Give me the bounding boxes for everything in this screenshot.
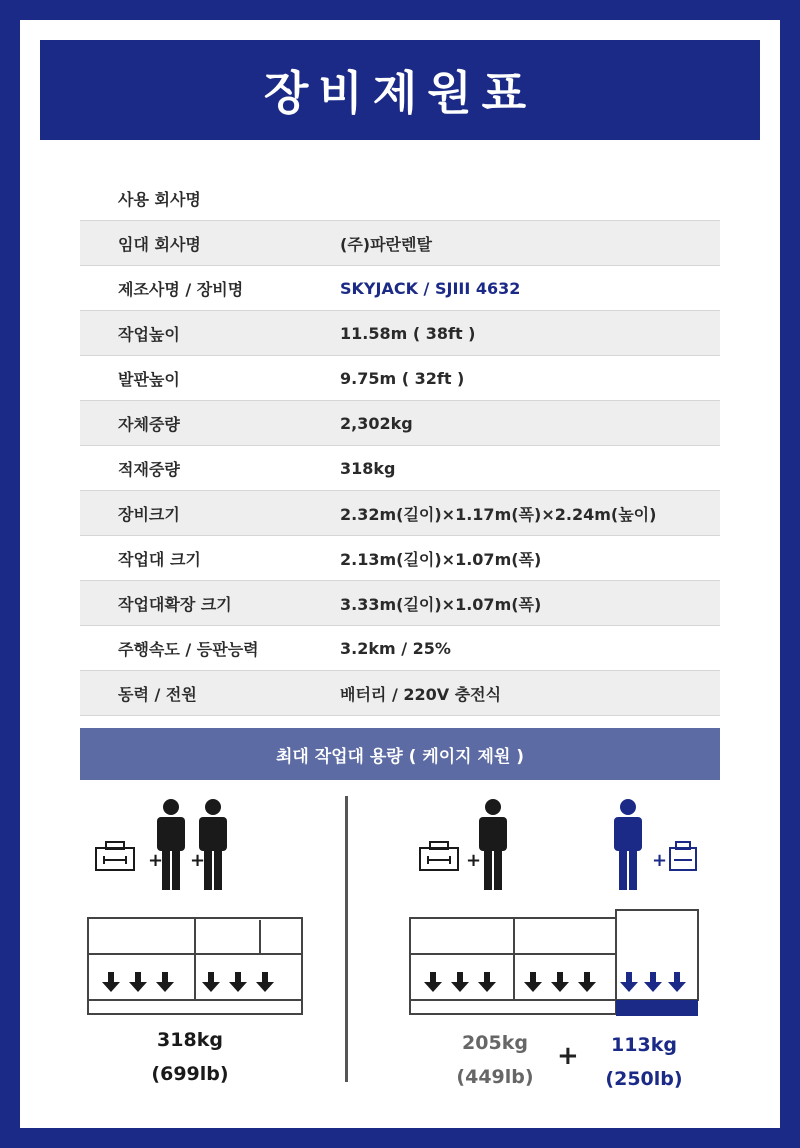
capacity-lb: (699lb) — [151, 1063, 229, 1085]
platform-cage — [88, 918, 302, 1014]
capacity-kg: 205kg — [462, 1032, 528, 1054]
spec-label: 작업대 크기 — [118, 549, 201, 569]
spec-value: (주)파란렌탈 — [340, 234, 432, 254]
spec-row-platform-size — [80, 536, 720, 581]
spec-card — [20, 20, 780, 1128]
capacity-lb: (449lb) — [456, 1066, 534, 1088]
spec-row-speed — [80, 626, 720, 671]
capacity-lb: (250lb) — [605, 1068, 683, 1090]
toolbox-icon — [96, 842, 134, 870]
spec-row-power — [80, 671, 720, 716]
spec-row-extension-size — [80, 581, 720, 626]
spec-value: 3.2km / 25% — [340, 638, 451, 658]
capacity-extension-label — [594, 1028, 694, 1096]
capacity-main-label — [445, 1026, 545, 1094]
spec-row-dimensions — [80, 491, 720, 536]
spec-value: 2.13m(길이)×1.07m(폭) — [340, 549, 542, 569]
load-arrows — [424, 972, 596, 992]
spec-table — [80, 176, 720, 716]
spec-value: 3.33m(길이)×1.07m(폭) — [340, 594, 542, 614]
plus-sign: + — [148, 850, 164, 871]
spec-row-model — [80, 266, 720, 311]
spec-label: 장비크기 — [118, 504, 180, 524]
worker-icon — [614, 799, 642, 890]
spec-label: 주행속도 / 등판능력 — [118, 639, 259, 659]
spec-value: 2,302kg — [340, 413, 413, 433]
extension-deck — [616, 1000, 698, 1016]
plus-sign: + — [466, 850, 482, 871]
capacity-heading: 최대 작업대 용량 ( 케이지 제원 ) — [80, 728, 720, 780]
toolbox-icon — [670, 842, 696, 870]
worker-icon — [199, 799, 227, 890]
spec-value: 9.75m ( 32ft ) — [340, 368, 465, 388]
spec-label: 작업높이 — [118, 324, 180, 344]
spec-value: 11.58m ( 38ft ) — [340, 323, 476, 343]
page-title: 장비제원표 — [40, 40, 760, 140]
spec-row-company — [80, 176, 720, 221]
spec-label: 임대 회사명 — [118, 234, 201, 254]
spec-label: 동력 / 전원 — [118, 684, 197, 704]
plus-sign: + — [190, 850, 206, 871]
spec-value: 배터리 / 220V 충전식 — [340, 684, 502, 704]
spec-value: 318kg — [340, 458, 396, 478]
spec-label: 작업대확장 크기 — [118, 594, 232, 614]
capacity-diagram-standard — [80, 790, 310, 1030]
spec-row-working-height — [80, 311, 720, 356]
spec-label: 발판높이 — [118, 369, 180, 389]
plus-sign: + — [652, 850, 668, 871]
spec-value: SKYJACK / SJIII 4632 — [340, 278, 521, 298]
spec-row-rental — [80, 221, 720, 266]
load-arrows-extension — [620, 972, 686, 992]
platform-cage — [410, 910, 698, 1014]
plus-sign: + — [557, 1041, 579, 1071]
spec-row-weight — [80, 401, 720, 446]
capacity-standard-label — [140, 1023, 240, 1091]
divider — [345, 796, 348, 1082]
load-arrows — [102, 972, 274, 992]
worker-icon — [479, 799, 507, 890]
capacity-kg: 318kg — [157, 1029, 223, 1051]
spec-row-load — [80, 446, 720, 491]
capacity-diagram-extended — [380, 790, 700, 1030]
spec-label: 자체중량 — [118, 414, 180, 434]
spec-row-platform-height — [80, 356, 720, 401]
spec-value: 2.32m(길이)×1.17m(폭)×2.24m(높이) — [340, 504, 657, 524]
toolbox-icon — [420, 842, 458, 870]
spec-label: 적재중량 — [118, 459, 180, 479]
spec-label: 제조사명 / 장비명 — [118, 279, 244, 299]
spec-label: 사용 회사명 — [118, 189, 201, 209]
worker-icon — [157, 799, 185, 890]
capacity-kg: 113kg — [611, 1034, 677, 1056]
